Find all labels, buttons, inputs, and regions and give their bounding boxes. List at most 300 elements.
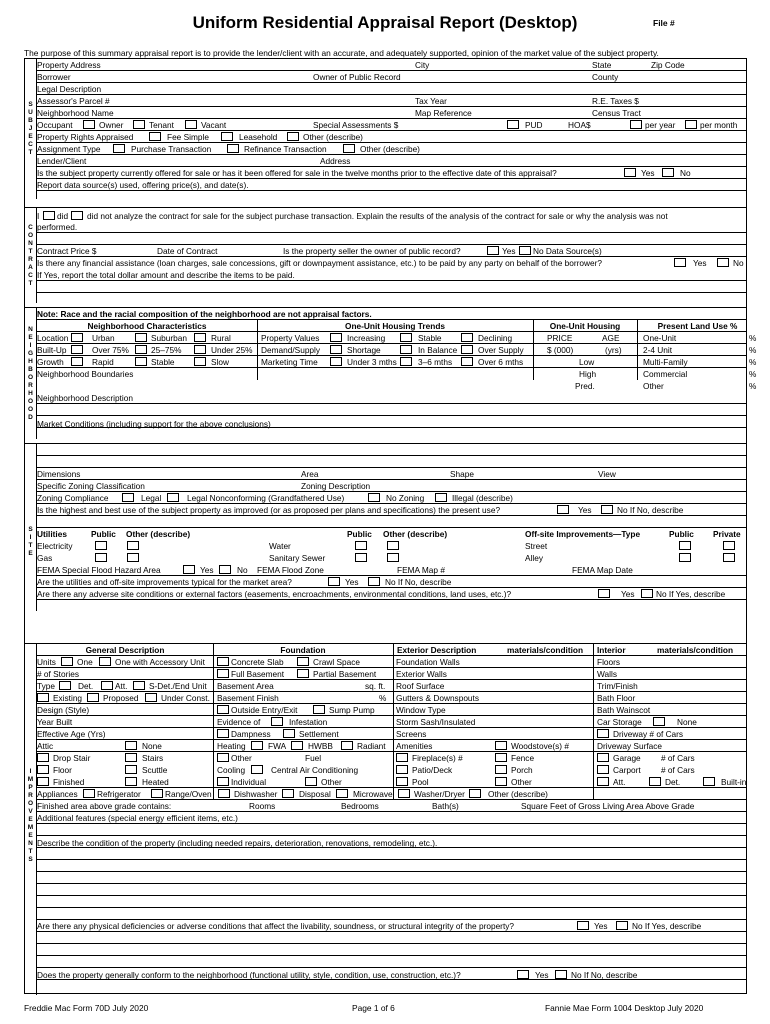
subject-row-address[interactable] <box>37 59 746 71</box>
gas-public-checkbox[interactable] <box>95 553 107 562</box>
deficiencies-row <box>37 920 746 932</box>
hwbb-checkbox[interactable] <box>291 741 303 750</box>
subject-row-legal[interactable] <box>37 83 746 95</box>
suburban-label: Suburban <box>151 333 187 343</box>
type-sdet-label: S-Det./End Unit <box>149 681 207 691</box>
rights-other-label: Other (describe) <box>303 132 363 142</box>
utilities-typical-row <box>37 576 746 588</box>
offered-no-label: No <box>680 168 691 178</box>
per-month-checkbox[interactable] <box>685 120 697 129</box>
washer-dryer-checkbox[interactable] <box>398 789 410 798</box>
type-det-checkbox[interactable] <box>59 681 71 690</box>
did-not-checkbox[interactable] <box>71 211 83 220</box>
pud-checkbox[interactable] <box>507 120 519 129</box>
scuttle-checkbox[interactable] <box>125 765 137 774</box>
type-att-label: Att. <box>115 681 128 691</box>
hbu-yes-label: Yes <box>578 505 592 515</box>
central-air-label: Central Air Conditioning <box>271 765 359 775</box>
built-up-label: Built-Up <box>37 345 67 355</box>
contract-gutter: C O N T R A C T <box>25 208 37 303</box>
crawl-space-checkbox[interactable] <box>297 657 309 666</box>
pud-label: PUD <box>525 120 543 130</box>
imp-blank-row9[interactable] <box>37 944 746 956</box>
owner-record-label: Owner of Public Record <box>313 72 401 82</box>
stable-values-label: Stable <box>418 333 442 343</box>
25-75-checkbox[interactable] <box>135 345 147 354</box>
contract-i-label: I <box>37 211 40 221</box>
hwbb-label: HWBB <box>308 741 333 751</box>
legal-description-label: Legal Description <box>37 84 102 94</box>
contract-row-blank3[interactable] <box>37 293 746 305</box>
cooling-other-checkbox[interactable] <box>305 777 317 786</box>
rural-checkbox[interactable] <box>194 333 206 342</box>
boundaries-row[interactable] <box>37 368 257 380</box>
urban-label: Urban <box>92 333 115 343</box>
fwa-label: FWA <box>268 741 287 751</box>
shortage-checkbox[interactable] <box>330 345 342 354</box>
under-const-checkbox[interactable] <box>145 693 157 702</box>
occupant-label: Occupant <box>37 120 73 130</box>
dampness-checkbox[interactable] <box>217 729 229 738</box>
typical-no-label: No If No, describe <box>385 577 452 587</box>
fireplace-checkbox[interactable] <box>396 753 408 762</box>
drop-stair-checkbox[interactable] <box>37 753 49 762</box>
outside-entry-checkbox[interactable] <box>217 705 229 714</box>
subject-row-neighborhood[interactable] <box>37 107 746 119</box>
site-blank-row4[interactable] <box>37 600 746 612</box>
borrower-label: Borrower <box>37 72 71 82</box>
over-75-checkbox[interactable] <box>71 345 83 354</box>
site-section <box>25 443 746 611</box>
full-basement-checkbox[interactable] <box>217 669 229 678</box>
rights-other-checkbox[interactable] <box>287 132 299 141</box>
microwave-label: Microwave <box>353 789 393 799</box>
sump-pump-label: Sump Pump <box>329 705 375 715</box>
fee-simple-checkbox[interactable] <box>149 132 161 141</box>
imp-row-7 <box>37 728 746 740</box>
boundaries-label: Neighborhood Boundaries <box>37 369 134 379</box>
increasing-checkbox[interactable] <box>330 333 342 342</box>
imp-blank-row6[interactable] <box>37 896 746 908</box>
fema-map-date-label: FEMA Map Date <box>572 565 633 575</box>
refrigerator-label: Refrigerator <box>97 789 141 799</box>
fee-simple-label: Fee Simple <box>167 132 209 142</box>
alley-public-checkbox[interactable] <box>679 553 691 562</box>
radiant-label: Radiant <box>357 741 386 751</box>
conform-yes-checkbox[interactable] <box>517 970 529 979</box>
performed-label: performed. <box>37 222 78 232</box>
tax-year-label: Tax Year <box>415 96 447 106</box>
race-note: Note: Race and the racial composition of the neighborhood are not appraisal factors. <box>37 309 372 319</box>
site-blank-row3[interactable] <box>37 516 746 528</box>
seller-no-checkbox[interactable] <box>519 246 531 255</box>
finished-checkbox[interactable] <box>37 777 49 786</box>
census-tract-label: Census Tract <box>592 108 641 118</box>
screens-label: Screens <box>396 729 427 739</box>
att-checkbox[interactable] <box>597 777 609 786</box>
subject-row-lender[interactable] <box>37 155 746 167</box>
hbu-question: Is the highest and best use of the subject property as improved (or as proposed per plans and specifications) the present use? <box>37 505 501 515</box>
imp-row-10 <box>37 764 746 776</box>
legal-nonconforming-label: Legal Nonconforming (Grandfathered Use) <box>187 493 345 503</box>
offered-no-checkbox[interactable] <box>662 168 674 177</box>
range-oven-checkbox[interactable] <box>151 789 163 798</box>
land-one-unit-label: One-Unit <box>643 333 677 343</box>
type-sdet-checkbox[interactable] <box>133 681 145 690</box>
under-3-checkbox[interactable] <box>330 357 342 366</box>
refrigerator-checkbox[interactable] <box>83 789 95 798</box>
bath-wainscot-label: Bath Wainscot <box>597 705 651 715</box>
adverse-yes-checkbox[interactable] <box>598 589 610 598</box>
financial-assistance-question: Is there any financial assistance (loan charges, sale concessions, gift or downpayment assistance, etc.) to be paid by any party on behalf of the borrower? <box>37 258 602 268</box>
imp-blank-row1[interactable] <box>37 824 746 836</box>
offered-for-sale-question: Is the subject property currently offered for sale or has it been offered for sale in the twelve months prior to the effective date of this appraisal? <box>37 168 557 178</box>
foundation-header: Foundation <box>280 645 326 655</box>
leasehold-checkbox[interactable] <box>221 132 233 141</box>
file-number-label: File # <box>653 18 675 28</box>
condition-row[interactable] <box>37 836 746 848</box>
patio-checkbox[interactable] <box>396 765 408 774</box>
footer-freddie-mac: Freddie Mac Form 70D July 2020 <box>24 1003 149 1013</box>
att-label: Att. <box>613 777 626 787</box>
typical-no-checkbox[interactable] <box>368 577 380 586</box>
market-blank-row[interactable] <box>37 428 746 440</box>
det-label: Det. <box>665 777 681 787</box>
occupant-vacant-checkbox[interactable] <box>185 120 197 129</box>
radiant-checkbox[interactable] <box>341 741 353 750</box>
land-use-header: Present Land Use % <box>657 321 738 331</box>
street-label: Street <box>525 541 548 551</box>
private-header: Private <box>713 529 741 539</box>
existing-label: Existing <box>53 693 83 703</box>
gutters-label: Gutters & Downspouts <box>396 693 480 703</box>
3-6-label: 3–6 mths <box>418 357 453 367</box>
adverse-question: Are there any adverse site conditions or external factors (easements, encroachments, environmental conditions, land uses, etc.)? <box>37 589 512 599</box>
subject-row-sources[interactable] <box>37 179 746 191</box>
growth-label: Growth <box>37 357 64 367</box>
gas-row <box>37 552 746 564</box>
pool-checkbox[interactable] <box>396 777 408 786</box>
fence-checkbox[interactable] <box>495 753 507 762</box>
garage-checkbox[interactable] <box>597 753 609 762</box>
imp-row-9 <box>37 752 746 764</box>
deficiencies-no-checkbox[interactable] <box>616 921 628 930</box>
bedrooms-label: Bedrooms <box>341 801 379 811</box>
imp-row-6 <box>37 716 746 728</box>
other-header: Other (describe) <box>126 529 191 539</box>
pct-sign: % <box>749 381 757 391</box>
rural-label: Rural <box>211 333 231 343</box>
dishwasher-checkbox[interactable] <box>218 789 230 798</box>
typical-yes-checkbox[interactable] <box>328 577 340 586</box>
pct-sign: % <box>749 333 757 343</box>
per-month-label: per month <box>700 120 738 130</box>
suburban-checkbox[interactable] <box>135 333 147 342</box>
fema-map-label: FEMA Map # <box>397 565 445 575</box>
pool-label: Pool <box>412 777 429 787</box>
units-accessory-checkbox[interactable] <box>99 657 111 666</box>
description-blank-row[interactable] <box>37 404 746 416</box>
water-public-checkbox[interactable] <box>355 541 367 550</box>
general-description-header: General Description <box>85 645 165 655</box>
scuttle-label: Scuttle <box>142 765 168 775</box>
under-25-checkbox[interactable] <box>194 345 206 354</box>
infestation-checkbox[interactable] <box>271 717 283 726</box>
in-balance-checkbox[interactable] <box>400 345 412 354</box>
imp-blank-row8[interactable] <box>37 932 746 944</box>
assignment-type-label: Assignment Type <box>37 144 101 154</box>
over-6-label: Over 6 mths <box>478 357 524 367</box>
site-zoning-row[interactable] <box>37 480 746 492</box>
describe-condition-label: Describe the condition of the property (including needed repairs, deterioration, renovations, remodeling, etc.). <box>37 838 438 848</box>
urban-checkbox[interactable] <box>71 333 83 342</box>
units-one-checkbox[interactable] <box>61 657 73 666</box>
exterior-materials-header: materials/condition <box>507 645 584 655</box>
other-header-2: Other (describe) <box>383 529 448 539</box>
imp-blank-row4[interactable] <box>37 872 746 884</box>
attic-none-checkbox[interactable] <box>125 741 137 750</box>
shape-label: Shape <box>450 469 474 479</box>
type-att-checkbox[interactable] <box>101 681 113 690</box>
imp-blank-row11[interactable] <box>37 980 746 992</box>
woodstove-checkbox[interactable] <box>495 741 507 750</box>
imp-row-2 <box>37 668 746 680</box>
contract-row-blank1[interactable] <box>37 233 746 245</box>
alley-private-checkbox[interactable] <box>723 553 735 562</box>
contract-row-ifyes[interactable] <box>37 269 746 281</box>
existing-checkbox[interactable] <box>37 693 49 702</box>
price-unit: $ (000) <box>547 345 574 355</box>
assistance-no-checkbox[interactable] <box>717 258 729 267</box>
gas-other-checkbox[interactable] <box>127 553 139 562</box>
additional-features-row[interactable] <box>37 812 746 824</box>
site-gutter: S I T E <box>25 444 37 611</box>
water-other-checkbox[interactable] <box>387 541 399 550</box>
boundaries-blank-row[interactable] <box>37 380 257 392</box>
contract-row-blank2[interactable] <box>37 281 746 293</box>
concrete-slab-label: Concrete Slab <box>231 657 284 667</box>
det-checkbox[interactable] <box>649 777 661 786</box>
deficiencies-yes-label: Yes <box>594 921 608 931</box>
age-unit: (yrs) <box>605 345 622 355</box>
subject-row-parcel[interactable] <box>37 95 746 107</box>
sewer-label: Sanitary Sewer <box>269 553 326 563</box>
imp-blank-row10[interactable] <box>37 956 746 968</box>
public-header: Public <box>91 529 116 539</box>
hbu-no-label: No If No, describe <box>617 505 684 515</box>
site-hbu-row <box>37 504 746 516</box>
amenity-other-checkbox[interactable] <box>495 777 507 786</box>
rooms-label: Rooms <box>249 801 276 811</box>
occupant-owner-checkbox[interactable] <box>83 120 95 129</box>
legal-checkbox[interactable] <box>122 493 134 502</box>
built-in-checkbox[interactable] <box>703 777 715 786</box>
conform-no-checkbox[interactable] <box>555 970 567 979</box>
imp-header-row <box>37 644 746 656</box>
proposed-label: Proposed <box>103 693 139 703</box>
refinance-checkbox[interactable] <box>227 144 239 153</box>
appliance-other-checkbox[interactable] <box>469 789 481 798</box>
rapid-checkbox[interactable] <box>71 357 83 366</box>
imp-blank-row5[interactable] <box>37 884 746 896</box>
utilities-header: Utilities <box>37 529 67 539</box>
contract-row-performed[interactable] <box>37 221 746 233</box>
low-label: Low <box>579 357 595 367</box>
3-6-checkbox[interactable] <box>400 357 412 366</box>
market-conditions-row[interactable] <box>37 416 746 428</box>
neighborhood-row-growth <box>37 356 757 368</box>
sewer-other-checkbox[interactable] <box>387 553 399 562</box>
floor-checkbox[interactable] <box>37 765 49 774</box>
driveway-checkbox[interactable] <box>597 729 609 738</box>
if-yes-report-label: If Yes, report the total dollar amount and describe the items to be paid. <box>37 270 295 280</box>
sewer-public-checkbox[interactable] <box>355 553 367 562</box>
foundation-walls-label: Foundation Walls <box>396 657 460 667</box>
proposed-checkbox[interactable] <box>87 693 99 702</box>
site-blank-row2[interactable] <box>37 456 746 468</box>
concrete-slab-checkbox[interactable] <box>217 657 229 666</box>
area-label: Area <box>301 469 319 479</box>
no-zoning-label: No Zoning <box>386 493 425 503</box>
electricity-public-checkbox[interactable] <box>95 541 107 550</box>
purchase-checkbox[interactable] <box>113 144 125 153</box>
interior-header: Interior <box>597 645 626 655</box>
crawl-space-label: Crawl Space <box>313 657 361 667</box>
imp-blank-row2[interactable] <box>37 848 746 860</box>
assignment-other-label: Other (describe) <box>360 144 420 154</box>
zoning-desc-label: Zoning Description <box>301 481 371 491</box>
basement-finish-label: Basement Finish <box>217 693 279 703</box>
tenant-label: Tenant <box>149 120 174 130</box>
dampness-label: Dampness <box>231 729 271 739</box>
county-label: County <box>592 72 619 82</box>
marketing-time-label: Marketing Time <box>261 357 318 367</box>
roof-surface-label: Roof Surface <box>396 681 445 691</box>
footer-fannie-mae: Fannie Mae Form 1004 Desktop July 2020 <box>545 1003 704 1013</box>
carport-checkbox[interactable] <box>597 765 609 774</box>
site-blank-row[interactable] <box>37 444 746 456</box>
no-zoning-checkbox[interactable] <box>368 493 380 502</box>
state-label: State <box>592 60 612 70</box>
microwave-checkbox[interactable] <box>336 789 348 798</box>
slow-checkbox[interactable] <box>194 357 206 366</box>
legal-nonconforming-checkbox[interactable] <box>167 493 179 502</box>
imp-blank-row3[interactable] <box>37 860 746 872</box>
did-checkbox[interactable] <box>43 211 55 220</box>
footer-page-number: Page 1 of 6 <box>352 1003 395 1013</box>
hbu-yes-checkbox[interactable] <box>557 505 569 514</box>
bath-floor-label: Bath Floor <box>597 693 636 703</box>
fema-yes-checkbox[interactable] <box>183 565 195 574</box>
site-dimensions-row[interactable] <box>37 468 746 480</box>
heating-other-checkbox[interactable] <box>217 753 229 762</box>
subject-row-blank[interactable] <box>37 191 746 203</box>
effective-age-label: Effective Age (Yrs) <box>37 729 106 739</box>
stairs-checkbox[interactable] <box>125 753 137 762</box>
porch-checkbox[interactable] <box>495 765 507 774</box>
over-6-checkbox[interactable] <box>461 357 473 366</box>
seller-yes-checkbox[interactable] <box>487 246 499 255</box>
city-label: City <box>415 60 430 70</box>
heated-label: Heated <box>142 777 169 787</box>
electricity-row <box>37 540 746 552</box>
contract-date-label: Date of Contract <box>157 246 218 256</box>
occupant-tenant-checkbox[interactable] <box>133 120 145 129</box>
amenities-label: Amenities <box>396 741 433 751</box>
pct-sign: % <box>749 345 757 355</box>
units-label: Units <box>37 657 56 667</box>
electricity-other-checkbox[interactable] <box>127 541 139 550</box>
deficiencies-yes-checkbox[interactable] <box>577 921 589 930</box>
land-two-four-label: 2-4 Unit <box>643 345 673 355</box>
walls-label: Walls <box>597 669 617 679</box>
car-storage-none-checkbox[interactable] <box>653 717 665 726</box>
assistance-yes-checkbox[interactable] <box>674 258 686 267</box>
declining-checkbox[interactable] <box>461 333 473 342</box>
vacant-label: Vacant <box>201 120 227 130</box>
sump-pump-checkbox[interactable] <box>313 705 325 714</box>
appliances-label: Appliances <box>37 789 78 799</box>
hbu-no-checkbox[interactable] <box>601 505 613 514</box>
offered-yes-checkbox[interactable] <box>624 168 636 177</box>
settlement-checkbox[interactable] <box>283 729 295 738</box>
subject-row-borrower[interactable] <box>37 71 746 83</box>
heated-checkbox[interactable] <box>125 777 137 786</box>
in-balance-label: In Balance <box>418 345 458 355</box>
design-style-label: Design (Style) <box>37 705 90 715</box>
map-reference-label: Map Reference <box>415 108 472 118</box>
street-public-checkbox[interactable] <box>679 541 691 550</box>
car-storage-label: Car Storage <box>597 717 642 727</box>
fwa-checkbox[interactable] <box>251 741 263 750</box>
characteristics-header: Neighborhood Characteristics <box>87 321 207 331</box>
25-75-label: 25–75% <box>151 345 182 355</box>
car-storage-none-label: None <box>677 717 697 727</box>
appraisal-form <box>24 58 757 994</box>
contract-price-label: Contract Price $ <box>37 246 97 256</box>
adverse-no-checkbox[interactable] <box>641 589 653 598</box>
electricity-label: Electricity <box>37 541 73 551</box>
per-year-checkbox[interactable] <box>630 120 642 129</box>
assignment-other-checkbox[interactable] <box>343 144 355 153</box>
neighborhood-row-builtup <box>37 344 757 356</box>
patio-deck-label: Patio/Deck <box>412 765 453 775</box>
fema-row <box>37 564 746 576</box>
stable-growth-checkbox[interactable] <box>135 357 147 366</box>
stable-values-checkbox[interactable] <box>400 333 412 342</box>
contract-row-assistance <box>37 257 746 269</box>
infestation-label: Infestation <box>289 717 328 727</box>
individual-checkbox[interactable] <box>217 777 229 786</box>
partial-basement-checkbox[interactable] <box>297 669 309 678</box>
street-private-checkbox[interactable] <box>723 541 735 550</box>
over-supply-checkbox[interactable] <box>461 345 473 354</box>
drop-stair-label: Drop Stair <box>53 753 91 763</box>
high-label: High <box>579 369 597 379</box>
imp-blank-row7[interactable] <box>37 908 746 920</box>
offsite-header: Off-site Improvements—Type <box>525 529 641 539</box>
fema-no-checkbox[interactable] <box>219 565 231 574</box>
housing-pred-row <box>533 380 757 392</box>
disposal-checkbox[interactable] <box>282 789 294 798</box>
conform-question: Does the property generally conform to the neighborhood (functional utility, style, condition, use, construction, etc.)? <box>37 970 461 980</box>
fence-label: Fence <box>511 753 535 763</box>
description-row[interactable] <box>37 392 746 404</box>
central-air-checkbox[interactable] <box>251 765 263 774</box>
neighborhood-row-location <box>37 332 757 344</box>
illegal-checkbox[interactable] <box>435 493 447 502</box>
storm-sash-label: Storm Sash/Insulated <box>396 717 476 727</box>
